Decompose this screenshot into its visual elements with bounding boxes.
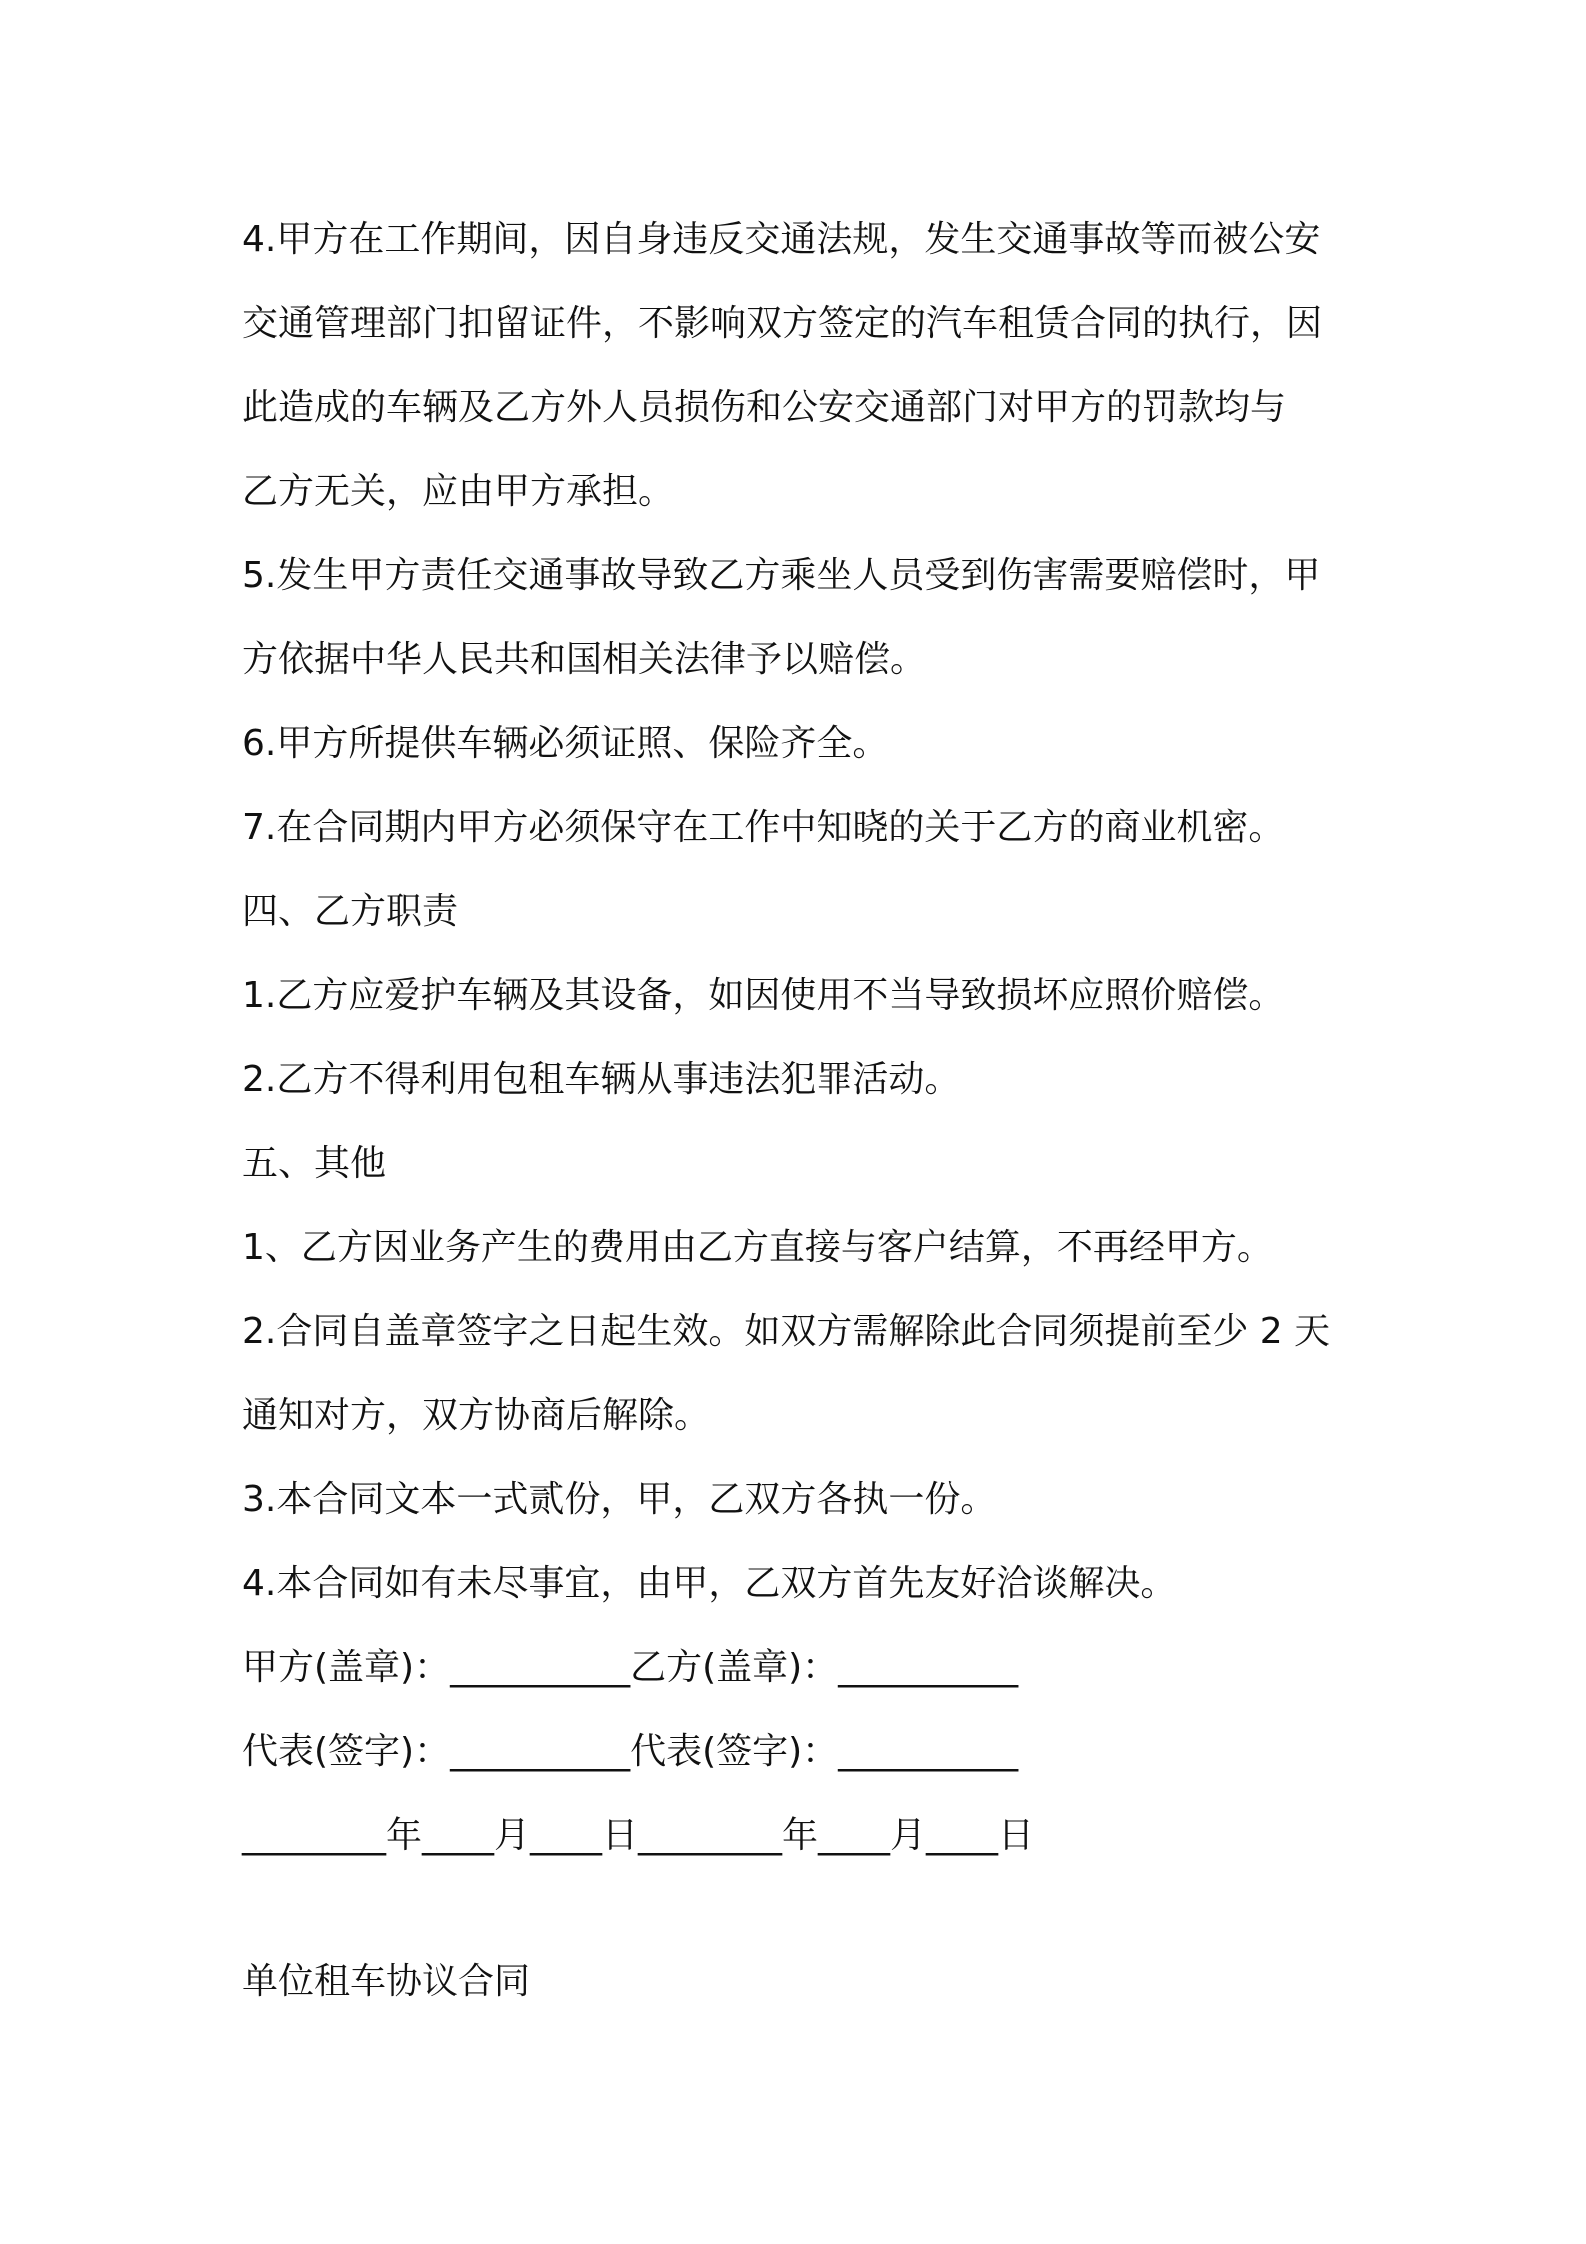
- section-5-clause-4: 4.本合同如有未尽事宜，由甲，乙双方首先友好洽谈解决。: [242, 1563, 1177, 1604]
- clause-4-line-3: 此造成的车辆及乙方外人员损伤和公安交通部门对甲方的罚款均与: [242, 387, 1287, 428]
- clause-5-line-2: 方依据中华人民共和国相关法律予以赔偿。: [242, 639, 927, 680]
- clause-6: 6.甲方所提供车辆必须证照、保险齐全。: [242, 723, 889, 764]
- signature-date-line: ________年____月____日________年____月____日: [242, 1815, 1034, 1856]
- section-4-clause-1: 1.乙方应爱护车辆及其设备，如因使用不当导致损坏应照价赔偿。: [242, 975, 1285, 1016]
- signature-seal-line: 甲方(盖章)：__________乙方(盖章)：__________: [242, 1647, 1019, 1688]
- clause-4-line-2: 交通管理部门扣留证件，不影响双方签定的汽车租赁合同的执行，因: [242, 303, 1323, 344]
- section-5-heading: 五、其他: [242, 1143, 387, 1184]
- clause-7: 7.在合同期内甲方必须保守在工作中知晓的关于乙方的商业机密。: [242, 807, 1285, 848]
- section-5-clause-2-line-2: 通知对方，双方协商后解除。: [242, 1395, 711, 1436]
- contract-body: [242, 198, 1362, 1878]
- section-4-heading: 四、乙方职责: [242, 891, 459, 932]
- signature-rep-line: 代表(签字)：__________代表(签字)：__________: [242, 1731, 1019, 1772]
- section-5-clause-3: 3.本合同文本一式贰份，甲，乙双方各执一份。: [242, 1479, 997, 1520]
- clause-4-line-1: 4.甲方在工作期间，因自身违反交通法规，发生交通事故等而被公安: [242, 219, 1321, 260]
- section-4-clause-2: 2.乙方不得利用包租车辆从事违法犯罪活动。: [242, 1059, 961, 1100]
- clause-4-line-4: 乙方无关，应由甲方承担。: [242, 471, 675, 512]
- clause-5-line-1: 5.发生甲方责任交通事故导致乙方乘坐人员受到伤害需要赔偿时，甲: [242, 555, 1321, 596]
- next-document-title: 单位租车协议合同: [242, 1961, 531, 2002]
- section-5-clause-1: 1、乙方因业务产生的费用由乙方直接与客户结算，不再经甲方。: [242, 1227, 1273, 1268]
- section-5-clause-2-line-1: 2.合同自盖章签字之日起生效。如双方需解除此合同须提前至少 2 天: [242, 1311, 1331, 1352]
